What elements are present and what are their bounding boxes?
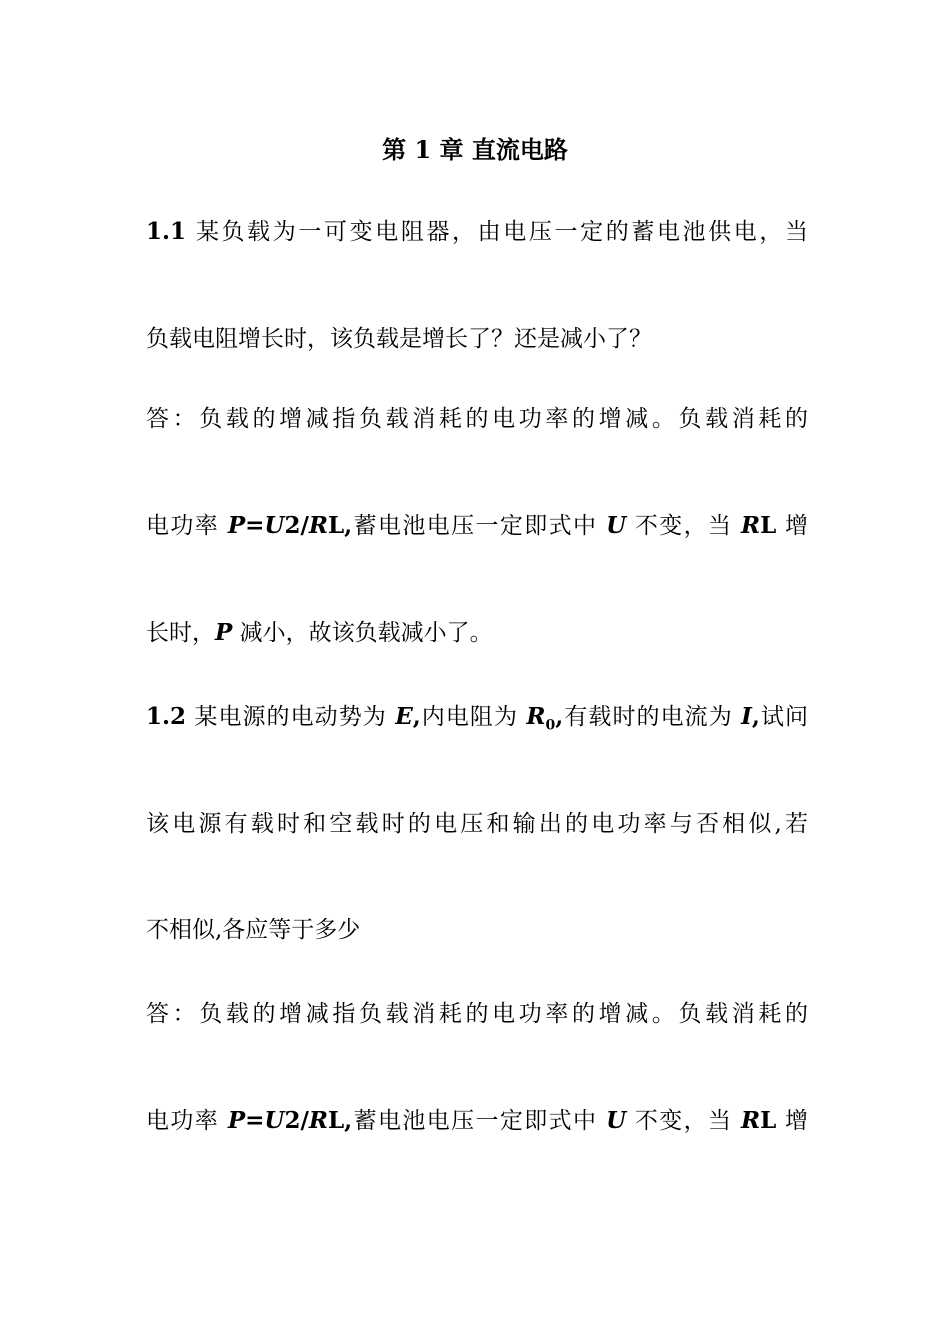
- question-1-1-line-1: 1.1 某负载为一可变电阻器，由电压一定的蓄电池供电，当: [146, 218, 808, 245]
- answer-2-line-2: 电功率 P=U2/RL,蓄电池电压一定即式中 U 不变，当 RL 增: [146, 1107, 809, 1134]
- answer-1-line-3: 长时，P 减小，故该负载减小了。: [146, 619, 493, 646]
- question-1-2-line-1: 1.2 某电源的电动势为 E,内电阻为 $R_0$,有载时的电流为 I,试问: [146, 703, 809, 734]
- question-1-2-line-3: 不相似,各应等于多少: [146, 917, 361, 943]
- question-number: 1.2: [146, 703, 187, 730]
- chapter-title: 第 1 章 直流电路: [382, 135, 568, 164]
- question-number: 1.1: [146, 218, 187, 245]
- question-1-1-line-2: 负载电阻增长时，该负载是增长了？还是减小了？: [146, 326, 652, 352]
- answer-2-line-1: 答：负载的增减指负载消耗的电功率的增减。负载消耗的: [146, 1001, 808, 1027]
- answer-1-line-1: 答：负载的增减指负载消耗的电功率的增减。负载消耗的: [146, 406, 808, 432]
- answer-1-line-2: 电功率 P=U2/RL,蓄电池电压一定即式中 U 不变，当 RL 增: [146, 512, 809, 539]
- question-1-2-line-2: 该电源有载时和空载时的电压和输出的电功率与否相似,若: [146, 811, 808, 837]
